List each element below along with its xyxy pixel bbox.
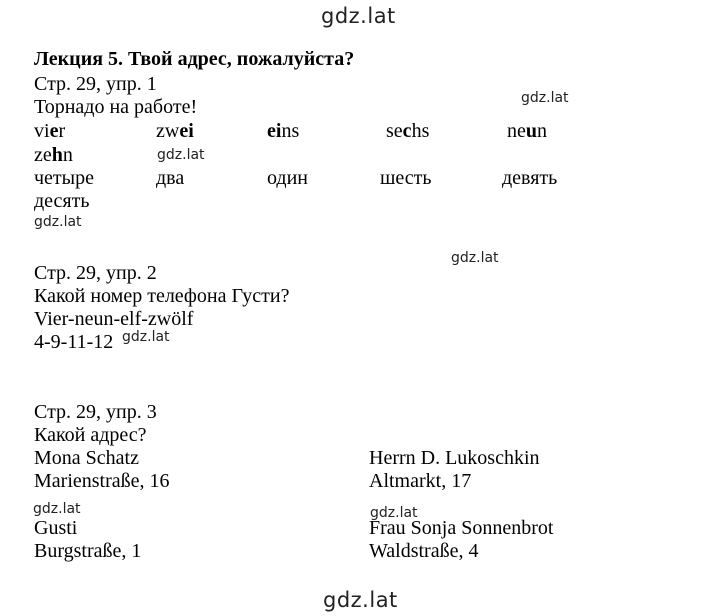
ex1-reference: Стр. 29, упр. 1 bbox=[34, 73, 157, 95]
ex2-words: Vier-neun-elf-zwölf bbox=[34, 308, 194, 330]
russian-number: десять bbox=[34, 190, 90, 212]
russian-number: два bbox=[156, 167, 185, 189]
watermark-small: gdz.lat bbox=[521, 90, 569, 106]
ex2-reference: Стр. 29, упр. 2 bbox=[34, 262, 157, 284]
german-number: sechs bbox=[386, 120, 430, 142]
watermark-small: gdz.lat bbox=[157, 147, 205, 163]
address-name: Frau Sonja Sonnenbrot bbox=[369, 517, 554, 539]
watermark-top: gdz.lat bbox=[321, 4, 396, 28]
ex3-question: Какой адрес? bbox=[34, 424, 147, 446]
ex2-question: Какой номер телефона Густи? bbox=[34, 285, 290, 307]
german-number: eins bbox=[267, 120, 300, 142]
address-name: Herrn D. Lukoschkin bbox=[369, 447, 540, 469]
ex3-reference: Стр. 29, упр. 3 bbox=[34, 401, 157, 423]
russian-number: один bbox=[267, 167, 309, 189]
russian-number: девять bbox=[502, 167, 558, 189]
ex2-digits: 4-9-11-12 bbox=[34, 331, 114, 353]
watermark-small: gdz.lat bbox=[451, 250, 499, 266]
address-street: Marienstraße, 16 bbox=[34, 470, 170, 492]
german-number: zwei bbox=[156, 120, 194, 142]
address-name: Mona Schatz bbox=[34, 447, 139, 469]
watermark-small: gdz.lat bbox=[34, 214, 82, 230]
address-street: Burgstraße, 1 bbox=[34, 540, 142, 562]
german-number: vier bbox=[34, 120, 66, 142]
watermark-bottom: gdz.lat bbox=[323, 588, 398, 612]
watermark-small: gdz.lat bbox=[33, 501, 81, 517]
german-number: neun bbox=[507, 120, 548, 142]
russian-number: шесть bbox=[380, 167, 432, 189]
watermark-small: gdz.lat bbox=[122, 329, 170, 345]
address-name: Gusti bbox=[34, 517, 78, 539]
address-street: Waldstraße, 4 bbox=[369, 540, 479, 562]
ex1-subtitle: Торнадо на работе! bbox=[34, 96, 198, 118]
russian-number: четыре bbox=[34, 167, 94, 189]
watermark-small: gdz.lat bbox=[370, 505, 418, 521]
address-street: Altmarkt, 17 bbox=[369, 470, 472, 492]
lecture-title: Лекция 5. Твой адрес, пожалуйста? bbox=[34, 48, 355, 70]
german-number: zehn bbox=[34, 144, 73, 166]
